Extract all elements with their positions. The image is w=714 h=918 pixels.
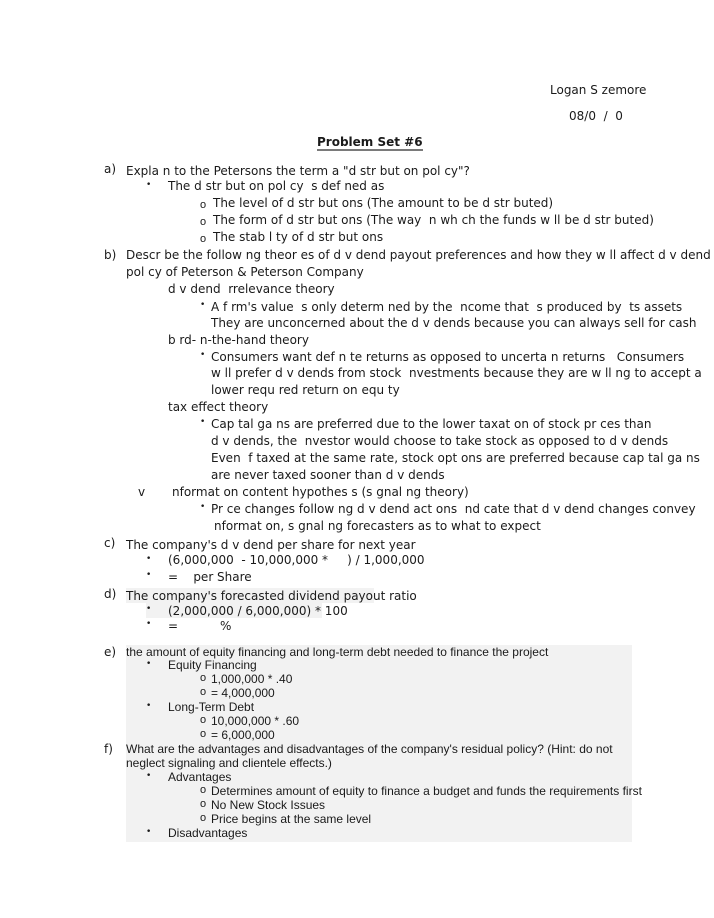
theory-4-line-1: Pr ce changes follow ng d v dend act ons nd cate that d v dend changes convey [211,502,696,516]
theory-4-label: nformat on content hypothes s (s gnal ng theory) [172,485,469,499]
theory-2-line-3: lower requ red return on equ ty [211,383,400,397]
page-title: Problem Set #6 [317,135,423,149]
bullet-icon: • [146,554,152,564]
question-a: Expla n to the Petersons the term a "d str but on pol cy"? [126,164,470,178]
sub-bullet-icon: o [200,199,207,211]
question-b-line-2: pol cy of Peterson & Peterson Company [126,265,364,279]
bullet-icon: • [146,604,152,614]
a-bullet: The d str but on pol cy s def ned as [168,179,385,193]
question-b-line-1: Descr be the follow ng theor es of d v dend payout preferences and how they w ll affect d v dend [126,248,711,262]
theory-1-label: d v dend rrelevance theory [168,282,335,296]
sub-bullet-icon: o [200,798,207,810]
d-item-2: = % [168,619,232,633]
debt-item-2: = 6,000,000 [211,728,275,742]
question-e: the amount of equity financing and long-term debt needed to finance the project [126,645,549,659]
question-f-line-1: What are the advantages and disadvantages of the company's residual policy? (Hint: do not [126,742,613,756]
advantage-2: No New Stock Issues [211,798,326,812]
question-d: The company's forecasted dividend payout ratio [126,589,417,603]
theory-3-label: tax effect theory [168,400,269,414]
c-item-1: (6,000,000 - 10,000,000 * ) / 1,000,000 [168,553,425,567]
a-sub-1: The level of d str but ons (The amount to be d str buted) [213,196,554,210]
debt-item-1: 10,000,000 * .60 [211,714,300,728]
bullet-icon: • [200,417,206,427]
sub-bullet-icon: o [200,686,207,698]
bullet-icon: • [200,502,206,512]
sub-bullet-icon: o [200,784,207,796]
bullet-icon: • [146,180,152,190]
d-item-1: (2,000,000 / 6,000,000) * 100 [168,604,348,618]
a-sub-2: The form of d str but ons (The way n wh ch the funds w ll be d str buted) [213,213,654,227]
bullet-icon: • [146,771,152,781]
theory-2-line-1: Consumers want def n te returns as opposed to uncerta n returns Consumers [211,350,685,364]
marker-a: a) [104,162,117,176]
theory-4-line-2: nformat on, s gnal ng forecasters as to what to expect [214,519,541,533]
advantages-label: Advantages [168,770,232,784]
theory-3-line-2: d v dends, the nvestor would choose to take stock as opposed to d v dends [211,434,669,448]
bullet-icon: • [146,619,152,629]
debt-label: Long-Term Debt [168,700,255,714]
sub-bullet-icon: o [200,812,207,824]
theory-1-line-1: A f rm's value s only determ ned by the ncome that s produced by ts assets [211,300,683,314]
sub-bullet-icon: o [200,233,207,245]
equity-label: Equity Financing [168,658,257,672]
c-item-2: = per Share [168,570,252,584]
equity-item-1: 1,000,000 * .40 [211,672,293,686]
a-sub-3: The stab l ty of d str but ons [213,230,384,244]
bullet-icon: • [146,570,152,580]
sub-bullet-icon: o [200,216,207,228]
disadvantages-label: Disadvantages [168,826,248,840]
bullet-icon: • [200,300,206,310]
bullet-icon: • [146,827,152,837]
equity-item-2: = 4,000,000 [211,686,275,700]
theory-3-line-1: Cap tal ga ns are preferred due to the lower taxat on of stock pr ces than [211,417,652,431]
theory-1-line-2: They are unconcerned about the d v dends because you can always sell for cash [211,316,697,330]
advantage-3: Price begins at the same level [211,812,372,826]
theory-2-line-2: w ll prefer d v dends from stock nvestments because they are w ll ng to accept a [211,366,702,380]
sub-bullet-icon: o [200,714,207,726]
theory-3-line-4: are never taxed sooner than d v dends [211,468,445,482]
bullet-icon: • [200,350,206,360]
theory-4-marker: v [138,485,146,499]
question-f-line-2: neglect signaling and clientele effects.) [126,756,332,770]
marker-b: b) [104,248,117,262]
marker-f: f) [104,742,113,756]
author-name: Logan S zemore [550,83,647,97]
question-c: The company's d v dend per share for next year [126,538,416,552]
bullet-icon: • [146,701,152,711]
marker-d: d) [104,587,117,601]
sub-bullet-icon: o [200,728,207,740]
sub-bullet-icon: o [200,672,207,684]
advantage-1: Determines amount of equity to finance a budget and funds the requirements first [211,784,642,798]
marker-c: c) [104,536,116,550]
bullet-icon: • [146,659,152,669]
theory-3-line-3: Even f taxed at the same rate, stock opt ons are preferred because cap tal ga ns [211,451,700,465]
header-date: 08/0 / 0 [569,109,623,123]
marker-e: e) [104,645,117,659]
theory-2-label: b rd- n-the-hand theory [168,333,309,347]
